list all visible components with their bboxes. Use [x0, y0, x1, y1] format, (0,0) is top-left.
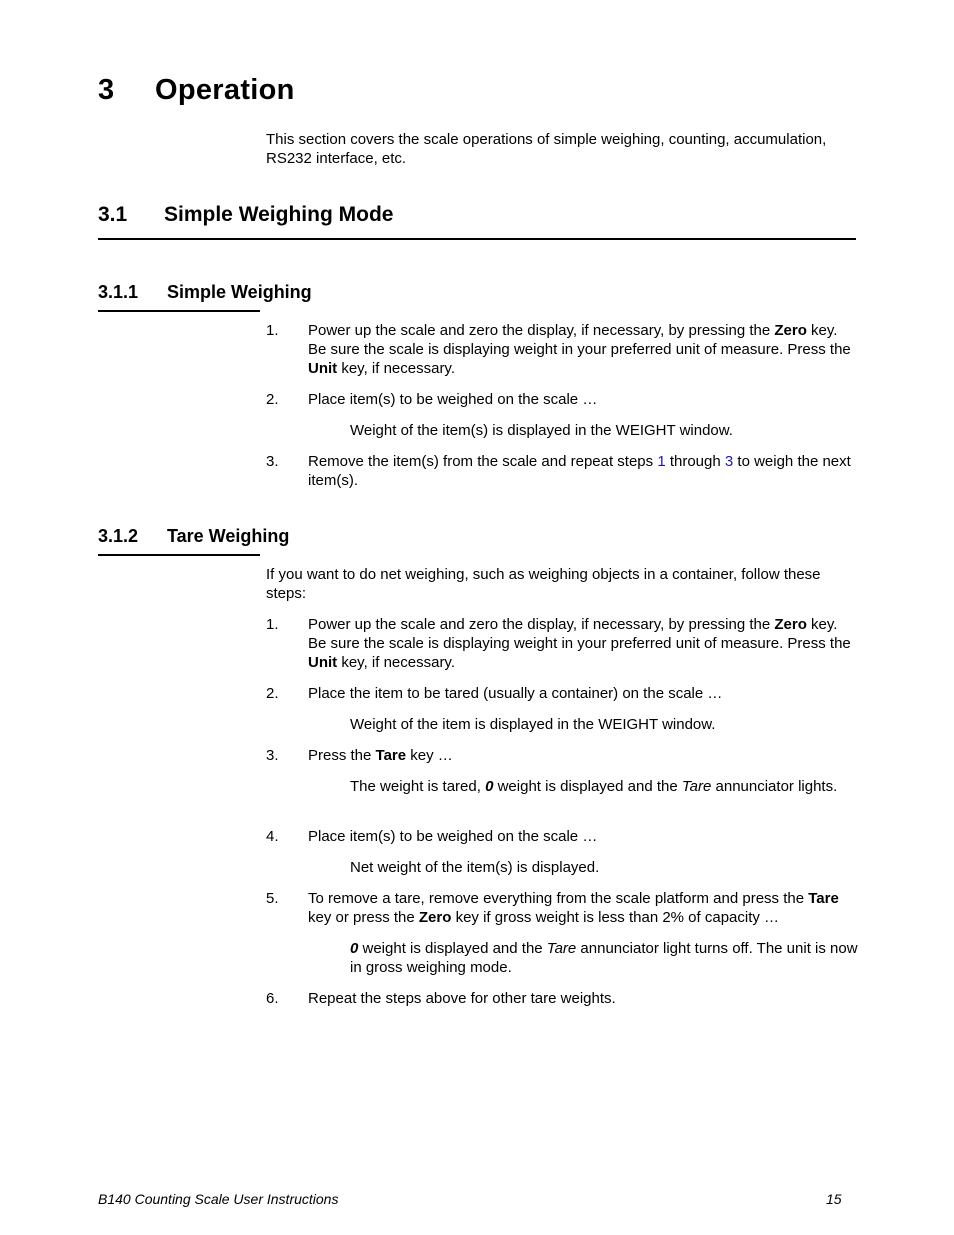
page-number: 15: [826, 1191, 842, 1207]
chapter-number: 3: [98, 74, 115, 106]
step-text: Repeat the steps above for other tare weights.: [308, 990, 616, 1007]
step-text: Remove the item(s) from the scale and repeat steps 1 through 3 to weigh the next item(s).: [308, 453, 851, 489]
step-number: 2.: [266, 391, 279, 408]
step-text: To remove a tare, remove everything from the scale platform and press the Tare key or press the Zero key if gross weight is less than 2% of capacity …: [308, 890, 839, 926]
step-number: 1.: [266, 322, 279, 339]
step-link-3[interactable]: 3: [724, 453, 734, 470]
step-result: Weight of the item is displayed in the WEIGHT window.: [350, 716, 716, 733]
step-text: Place the item to be tared (usually a container) on the scale …: [308, 685, 723, 702]
section-title: Simple Weighing Mode: [164, 203, 394, 226]
step-result: The weight is tared, 0 weight is displayed and the Tare annunciator lights.: [350, 778, 838, 795]
step-text: Power up the scale and zero the display, if necessary, by pressing the Zero key. Be sure the scale is displaying weight in your preferred unit of measure. Press the Unit key, if necessary.: [308, 616, 851, 671]
subsection-intro: If you want to do net weighing, such as weighing objects in a container, follow these steps:: [266, 566, 821, 602]
subsection-rule: [98, 310, 260, 312]
step-number: 6.: [266, 990, 279, 1007]
step-number: 1.: [266, 616, 279, 633]
section-rule: [98, 238, 856, 240]
step-number: 4.: [266, 828, 279, 845]
step-number: 3.: [266, 453, 279, 470]
step-text: Place item(s) to be weighed on the scale …: [308, 828, 598, 845]
section-number: 3.1: [98, 203, 128, 226]
section-heading: [98, 203, 393, 227]
chapter-heading: [98, 74, 295, 107]
footer-title: B140 Counting Scale User Instructions: [98, 1191, 339, 1207]
step-result: Weight of the item(s) is displayed in the WEIGHT window.: [350, 422, 733, 439]
chapter-intro: This section covers the scale operations of simple weighing, counting, accumulation, RS232 interface, etc.: [266, 131, 827, 167]
step-text: Press the Tare key …: [308, 747, 453, 764]
step-number: 3.: [266, 747, 279, 764]
chapter-title: Operation: [155, 74, 295, 106]
step-text: Place item(s) to be weighed on the scale …: [308, 391, 598, 408]
step-link-1[interactable]: 1: [657, 453, 666, 470]
subsection-number: 3.1.1: [98, 282, 139, 302]
subsection-heading-simple-weighing: [98, 282, 312, 303]
subsection-title: Simple Weighing: [167, 282, 312, 302]
step-number: 5.: [266, 890, 279, 907]
subsection-number: 3.1.2: [98, 526, 139, 546]
subsection-title: Tare Weighing: [167, 526, 290, 546]
step-number: 2.: [266, 685, 279, 702]
step-text: Power up the scale and zero the display, if necessary, by pressing the Zero key. Be sure the scale is displaying weight in your preferred unit of measure. Press the Unit key, if necessary.: [308, 322, 851, 377]
subsection-heading-tare-weighing: [98, 526, 289, 547]
subsection-rule: [98, 554, 260, 556]
step-result: Net weight of the item(s) is displayed.: [350, 859, 600, 876]
step-result: 0 weight is displayed and the Tare annunciator light turns off. The unit is now in gross weighing mode.: [350, 940, 858, 976]
